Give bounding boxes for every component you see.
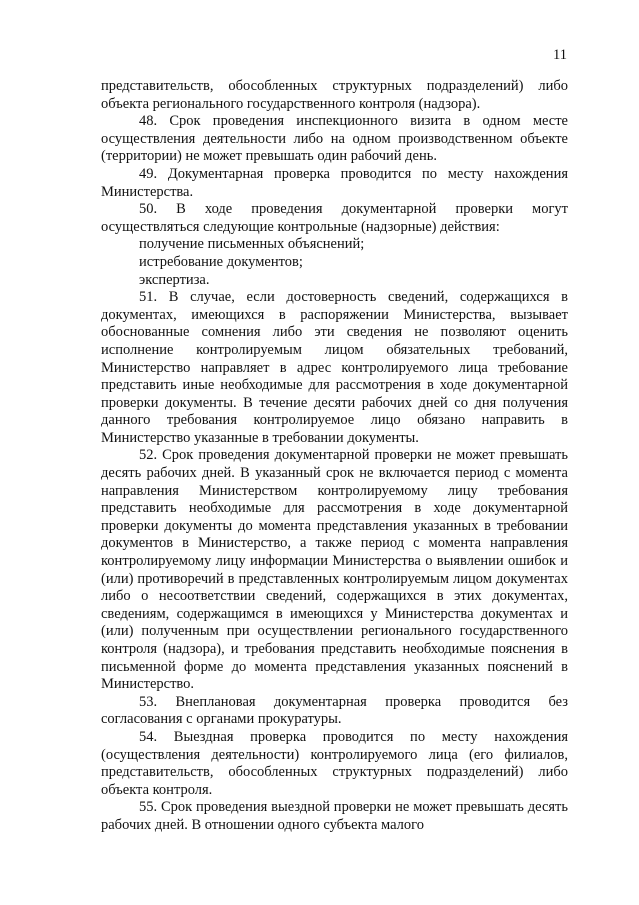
paragraph: 52. Срок проведения документарной проверки не может превышать десять рабочих дней. В указанный срок не включается период с момента направления Министерством контролируемому лицу требования представить необходимые для рассмотрения в ходе документарной проверки документы до момента представления указанных в требовании документов в Министерство, а также период с момента направления контролируемому лицу информации Министерства о выявлении ошибок и (или) противоречий в представленных контролируемым лицом документах либо о несоответствии сведений, содержащихся в этих документах, сведениям, содержащимся в имеющихся у Министерства документах и (или) полученным при осуществлении регионального государственного контроля (надзора), и требования представить необходимые пояснения в письменной форме до момента представления указанных пояснений в Министерство. [101, 447, 568, 693]
list-item: истребование документов; [139, 253, 303, 270]
paragraph: 51. В случае, если достоверность сведений, содержащихся в документах, имеющихся в распоряжении Министерства, вызывает обоснованные сомнения либо эти сведения не позволяют оценить исполнение контролируемым лицом обязательных требований, Министерство направляет в адрес контролируемого лица требование представить иные необходимые для рассмотрения в ходе документарной проверки документы. В течение десяти рабочих дней со дня получения данного требования контролируемое лицо обязано направить в Министерство указанные в требовании документы. [101, 289, 568, 446]
list-item: получение письменных объяснений; [139, 236, 365, 253]
paragraph: 48. Срок проведения инспекционного визита в одном месте осуществления деятельности либо на одном производственном объекте (территории) не может превышать один рабочий день. [101, 113, 568, 165]
paragraph: 54. Выездная проверка проводится по месту нахождения (осуществления деятельности) контролируемого лица (его филиалов, представительств, обособленных структурных подразделений) либо объекта контроля. [101, 728, 568, 798]
list-item: экспертиза. [139, 271, 210, 288]
paragraph: 53. Внеплановая документарная проверка проводится без согласования с органами прокуратуры. [101, 693, 568, 728]
paragraph: представительств, обособленных структурных подразделений) либо объекта регионального государственного контроля (надзора). [101, 78, 568, 112]
paragraph: 55. Срок проведения выездной проверки не может превышать десять рабочих дней. В отношении одного субъекта малого [101, 799, 568, 833]
paragraph: 49. Документарная проверка проводится по месту нахождения Министерства. [101, 165, 568, 200]
page-number: 11 [553, 47, 567, 63]
paragraph: 50. В ходе проведения документарной проверки могут осуществляться следующие контрольные (надзорные) действия: [101, 201, 568, 235]
document-body [101, 78, 568, 835]
